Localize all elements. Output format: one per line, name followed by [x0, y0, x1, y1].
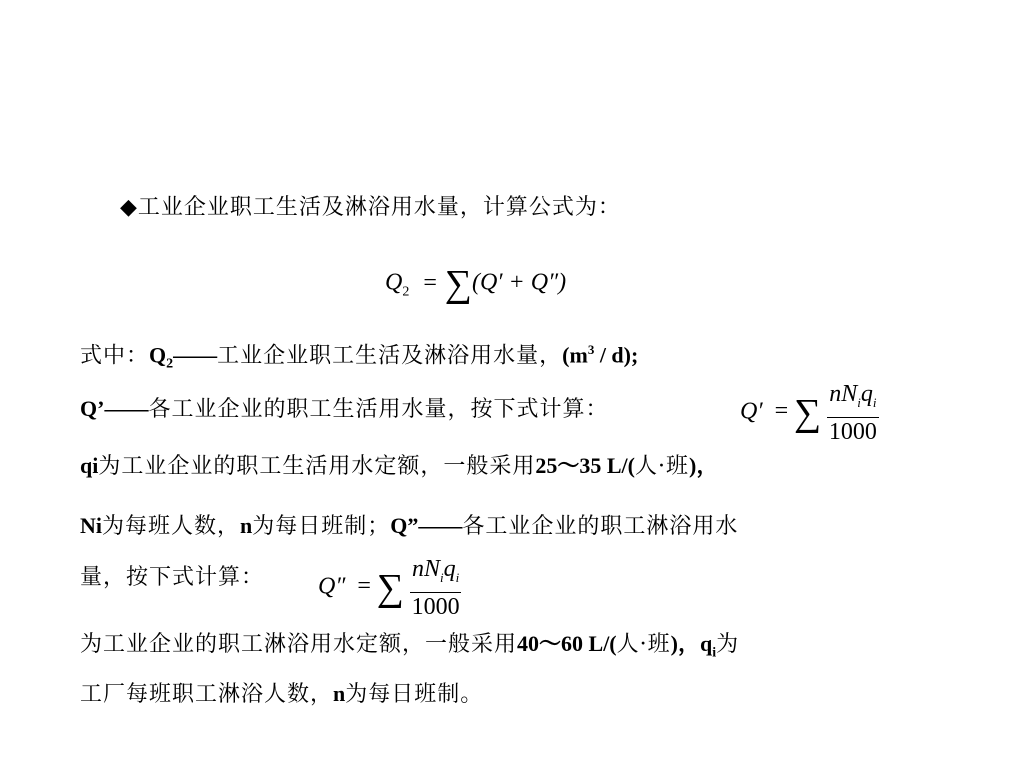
diamond-bullet-icon: ◆	[120, 195, 138, 220]
formula-q-prime: Q′ = ∑ $\frac{nN_iq_i}{1000}$	[740, 381, 877, 445]
definition-factory-count: 工厂每班职工淋浴人数，n为每日班制。	[80, 681, 484, 707]
sum-symbol: ∑	[376, 566, 404, 609]
fraction: $\frac{nN_iq_i}{1000}$	[828, 381, 877, 445]
definition-shower-quota: 为工业企业的职工淋浴用水定额，一般采用40～60 L/(人·班)，$q_i$为	[80, 631, 740, 661]
sum-symbol: ∑	[444, 263, 472, 305]
definition-q2: 式中：$Q_2——$工业企业职工生活及淋浴用水量，$(m^3 / d)$;	[80, 342, 639, 372]
formula-q-double-prime: Q″ = ∑ $\frac{nN_iq_i}{1000}$	[318, 556, 460, 620]
definition-q-prime: Q’——各工业企业的职工生活用水量，按下式计算：	[80, 396, 609, 422]
definition-qi: qi为工业企业的职工生活用水定额，一般采用25～35 L/(人·班)，	[80, 453, 719, 479]
sum-symbol: ∑	[794, 391, 822, 434]
definition-q-double-prime: 量，按下式计算：	[80, 565, 265, 590]
fraction: $\frac{nN_iq_i}{1000}$	[411, 556, 460, 620]
definition-ni: Ni为每班人数，n为每日班制；Q”——各工业企业的职工淋浴用水	[80, 513, 739, 539]
heading	[120, 192, 621, 224]
heading-text: 工业企业职工生活及淋浴用水量，计算公式为：	[137, 195, 621, 220]
formula-main: $Q_2 = \sum(Q' + Q'')$	[385, 263, 567, 305]
